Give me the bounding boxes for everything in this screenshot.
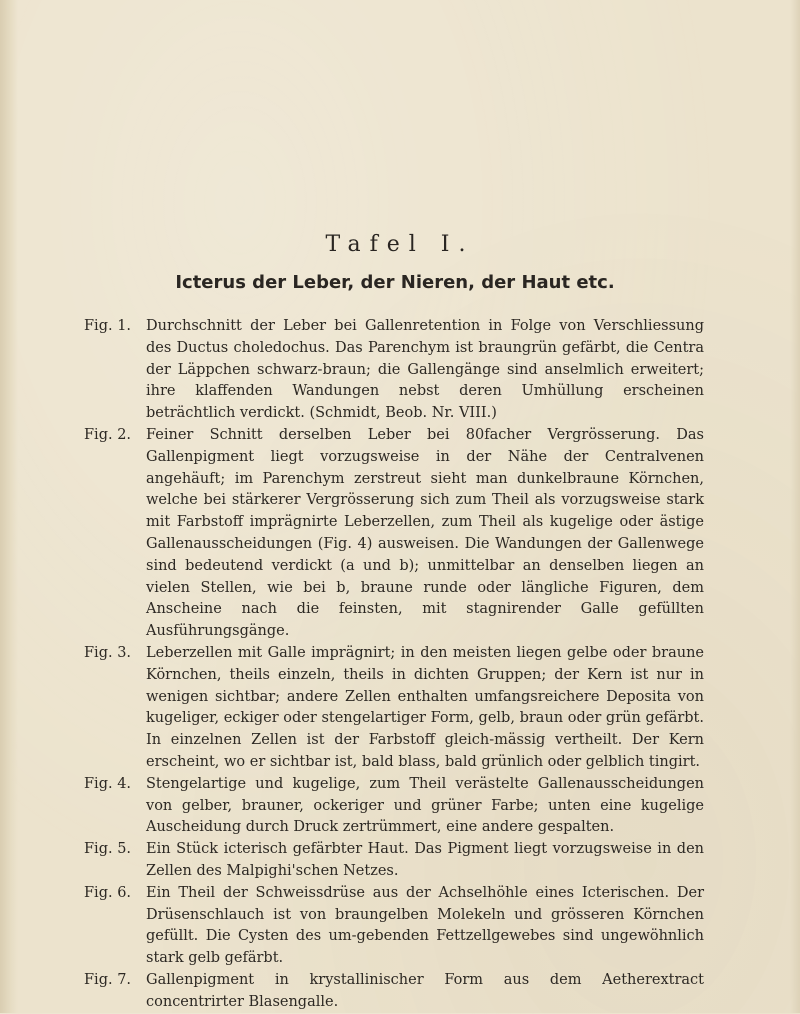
page-edge-right [790,0,800,1013]
figure-caption-2 [84,425,704,643]
figure-description: Ein Stück icterisch gefärbter Haut. Das Pigment liegt vorzugsweise in den Zellen des Malpighi'schen Netzes. [146,841,704,879]
figure-label: Fig. 2. [84,426,132,443]
plate-subtitle: Icterus der Leber, der Nieren, der Haut etc. [175,272,615,293]
figure-caption-6 [84,883,704,970]
figure-description: Ein Theil der Schweissdrüse aus der Achselhöhle eines Icterischen. Der Drüsenschlauch ist von braungelben Molekeln und grösseren Körnchen gefüllt. Die Cysten des um-gebenden Fettzellgewebes sind ungewöhnlich stark gelb gefärbt. [146,884,704,967]
figure-caption-7 [84,970,704,1014]
figure-caption-4 [84,774,704,839]
figure-caption-1 [84,316,704,425]
figure-description: Stengelartige und kugelige, zum Theil verästelte Gallenausscheidungen von gelber, brauner, ockeriger und grüner Farbe; unten eine kugelige Auscheidung durch Druck zertrümmert, eine andere gespalten. [146,775,704,836]
figure-caption-list [84,316,704,1014]
figure-label: Fig. 1. [84,318,132,334]
plate-title: Tafel I. [325,232,475,257]
page-edge-left [0,0,18,1013]
figure-description: Feiner Schnitt derselben Leber bei 80facher Vergrösserung. Das Gallenpigment liegt vorzugsweise in der Nähe der Centralvenen angehäuft; im Parenchym zerstreut sieht man dunkelbraune Körnchen, welche bei stärkerer Vergrösserung sich zum Theil als vorzugsweise stark mit Farbstoff imprägnirte Leberzellen, zum Theil als kugelige oder ästige Gallenausscheidungen (Fig. 4) ausweisen. Die Wandungen der Gallenwege sind bedeutend verdickt (a und b); unmittelbar an denselben liegen an vielen Stellen, wie bei b, braune runde oder längliche Figuren, dem Anscheine nach die feinsten, mit stagnirender Galle gefüllten Ausführungsgänge. [146,426,704,640]
figure-description: Gallenpigment in krystallinischer Form aus dem Aetherextract concentrirter Blasengalle. [146,971,704,1010]
figure-label: Fig. 7. [84,971,132,988]
figure-label: Fig. 4. [84,775,132,792]
figure-label: Fig. 3. [84,644,132,661]
figure-label: Fig. 5. [84,841,132,858]
figure-label: Fig. 6. [84,884,132,901]
figure-caption-3 [84,643,704,774]
figure-caption-5 [84,839,704,883]
figure-description: Durchschnitt der Leber bei Gallenretention in Folge von Verschliessung des Ductus choledochus. Das Parenchym ist braungrün gefärbt, die Centra der Läppchen schwarz-braun; die Gallengänge sind anselmlich erweitert; ihre klaffenden Wandungen nebst deren Umhüllung erscheinen beträchtlich verdickt. (Schmidt, Beob. Nr. VIII.) [146,318,704,422]
figure-description: Leberzellen mit Galle imprägnirt; in den meisten liegen gelbe oder braune Körnchen, theils einzeln, theils in dichten Gruppen; der Kern ist nur in wenigen sichtbar; andere Zellen enthalten umfangsreichere Deposita von kugeliger, eckiger oder stengelartiger Form, gelb, braun oder grün gefärbt. In einzelnen Zellen ist der Farbstoff gleich-mässig vertheilt. Der Kern erscheint, wo er sichtbar ist, bald blass, bald grünlich oder gelblich tingirt. [146,644,704,770]
